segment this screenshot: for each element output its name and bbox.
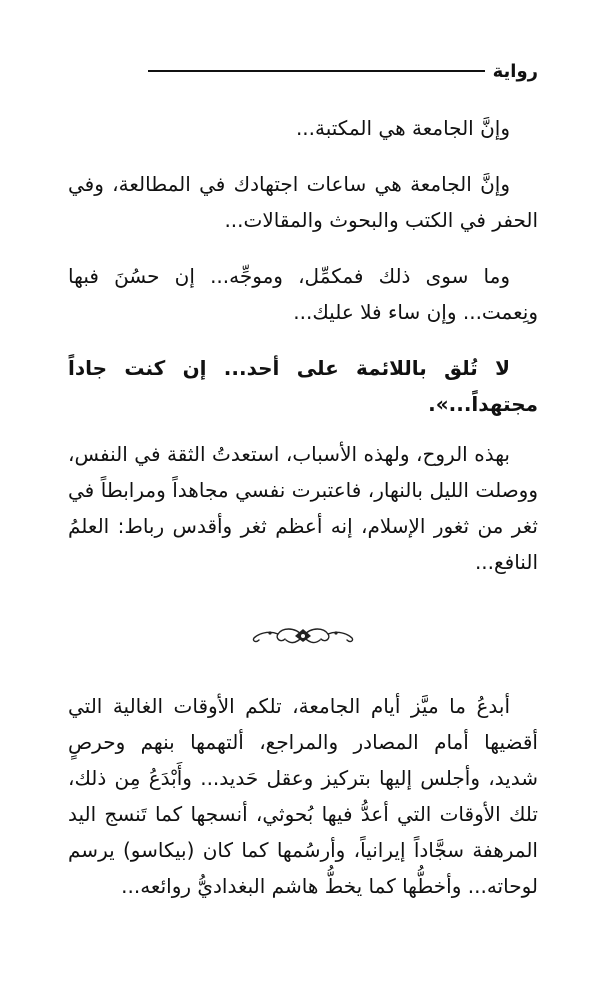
header-rule xyxy=(148,70,485,72)
paragraph-2: وإنَّ الجامعة هي ساعات اجتهادك في المطالعة، وفي الحفر في الكتب والبحوث والمقالات... xyxy=(68,172,538,232)
ornament-divider-icon xyxy=(248,616,358,656)
running-title: رواية xyxy=(492,60,538,82)
paragraph-4-bold: لا تُلق باللائمة على أحد... إن كنت جاداً مجتهداً...». xyxy=(68,356,538,416)
paragraph-3: وما سوى ذلك فمكمِّل، وموجِّه... إن حسُنَ فبها ونِعمت... وإن ساء فلا عليك... xyxy=(68,264,538,324)
paragraph-6: أبدعُ ما ميَّز أيام الجامعة، تلكم الأوقات الغالية التي أقضيها أمام المصادر والمراجع، ألتهمها بنهم وحرصٍ شديد، وأجلس إليها بتركيز وعقل حَديد... وأَبْدَعُ مِن ذلك، تلك الأوقات التي أعدُّ فيها بُحوثي، أنسجها كما تَنسج اليد المرهفة سجَّاداً إيرانياً، وأرسُمها كما كان (بيكاسو) يرسم لوحاته... وأخطُّها كما يخطُّ هاشم البغداديُّ روائعه... xyxy=(68,694,538,898)
page-header xyxy=(148,56,538,86)
paragraph-5: بهذه الروح، ولهذه الأسباب، استعدتُ الثقة في النفس، ووصلت الليل بالنهار، فاعتبرت نفسي مجاهداً ومرابطاً في ثغر من ثغور الإسلام، إنه أعظم ثغر وأقدس رباط: العلمُ النافع... xyxy=(68,442,538,574)
paragraph-1: وإنَّ الجامعة هي المكتبة... xyxy=(295,116,510,140)
